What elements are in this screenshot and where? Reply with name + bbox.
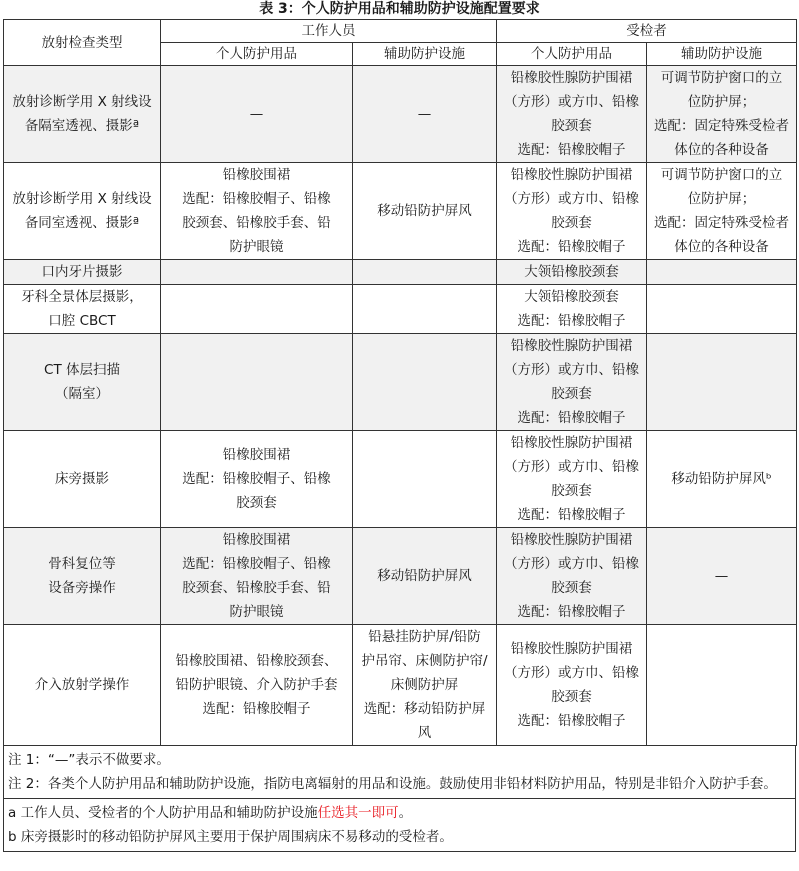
cell-line: 胶颈套 [551,386,592,402]
cell-exam-type [4,66,161,163]
cell-line: （方形）或方巾、铅橡 [504,665,639,681]
table-row [4,431,797,528]
cell-line: 铅橡胶围裙、铅橡胶颈套、 [175,653,338,669]
cell-line: 位防护屏； [687,191,756,207]
header-patient-ppe: 个人防护用品 [497,43,647,66]
cell-patient-ppe [497,528,647,625]
cell-exam-type [4,625,161,746]
cell-staff-ppe [161,528,353,625]
cell-patient-ppe [497,431,647,528]
cell-line: 胶颈套 [551,118,592,134]
table-caption: 表 3：个人防护用品和辅助防护设施配置要求 [259,1,540,17]
cell-exam-type [4,528,161,625]
note-1: 注 1：“—”表示不做要求。 [8,752,170,768]
cell-line: 铅橡胶性腺防护围裙 [510,338,633,354]
cell-staff-aux [353,66,497,163]
notes-row [4,746,796,799]
cell-patient-aux [647,260,797,285]
table-row [4,528,797,625]
cell-patient-ppe [497,625,647,746]
table-row [4,334,797,431]
header-patient: 受检者 [497,20,797,43]
table-row [4,66,797,163]
cell-staff-aux [353,625,497,746]
cell-line: 选配：铅橡胶帽子 [517,604,626,620]
cell-line: 选配：铅橡胶帽子、铅橡 [182,556,331,572]
cell-line: 选配：铅橡胶帽子 [202,701,311,717]
cell-patient-ppe [497,334,647,431]
footnote-a [8,801,791,825]
cell-staff-ppe [161,260,353,285]
cell-line: 选配：铅橡胶帽子 [517,239,626,255]
cell-line: 胶颈套 [551,483,592,499]
cell-line: 移动铅防护屏风 [377,203,472,219]
cell-line: — [714,568,729,584]
cell-exam-type [4,285,161,334]
cell-line: 胶颈套 [551,689,592,705]
table-row [4,285,797,334]
header-staff: 工作人员 [161,20,497,43]
cell-line: 铅橡胶性腺防护围裙 [510,70,633,86]
cell-line: 选配：固定特殊受检者 [654,118,789,134]
cell-line: 防护眼镜 [229,239,284,255]
cell-line: 防护眼镜 [229,604,284,620]
cell-staff-ppe [161,334,353,431]
cell-line: 选配：铅橡胶帽子 [517,410,626,426]
cell-line: 护吊帘、床侧防护帘/ [361,653,488,669]
cell-patient-aux [647,431,797,528]
cell-line: CT 体层扫描 [44,362,120,378]
header-staff-ppe: 个人防护用品 [161,43,353,66]
note-2: 注 2：各类个人防护用品和辅助防护设施，指防电离辐射的用品和设施。鼓励使用非铅材料防护用品，特别是非铅介入防护手套。 [8,776,777,792]
cell-line: 胶颈套 [551,580,592,596]
cell-line: 放射诊断学用 X 射线设 [12,191,152,207]
cell-line: 选配：固定特殊受检者 [654,215,789,231]
cell-line: 铅橡胶围裙 [222,167,291,183]
cell-exam-type [4,334,161,431]
cell-line: 可调节防护窗口的立 [660,70,783,86]
cell-line: 胶颈套 [551,215,592,231]
cell-line: 胶颈套 [236,495,277,511]
cell-line: 选配：铅橡胶帽子 [517,507,626,523]
cell-line: 位防护屏； [687,94,756,110]
cell-line: 放射诊断学用 X 射线设 [12,94,152,110]
table-row [4,260,797,285]
cell-line: 铅橡胶性腺防护围裙 [510,167,633,183]
cell-line: 铅橡胶性腺防护围裙 [510,435,633,451]
header-exam-type: 放射检查类型 [4,20,161,66]
cell-patient-ppe [497,163,647,260]
cell-patient-aux [647,334,797,431]
cell-patient-aux [647,285,797,334]
cell-line: 铅橡胶性腺防护围裙 [510,641,633,657]
cell-line: （方形）或方巾、铅橡 [504,191,639,207]
cell-line: 风 [417,725,432,741]
header-staff-aux: 辅助防护设施 [353,43,497,66]
cell-patient-aux [647,163,797,260]
cell-line: 床侧防护屏 [390,677,459,693]
header-row-1 [4,20,797,43]
cell-line: （方形）或方巾、铅橡 [504,94,639,110]
cell-line: 胶颈套、铅橡胶手套、铅 [182,580,331,596]
protection-table [3,19,797,746]
cell-staff-aux [353,260,497,285]
cell-staff-aux [353,431,497,528]
cell-line: — [417,106,432,122]
cell-line: 移动铅防护屏风 [377,568,472,584]
cell-line: 移动铅防护屏风ᵇ [671,471,772,487]
cell-patient-ppe [497,285,647,334]
cell-patient-aux [647,625,797,746]
cell-line: （方形）或方巾、铅橡 [504,362,639,378]
table-row [4,163,797,260]
cell-line: 骨科复位等 [48,556,116,572]
notes-table [3,746,796,852]
cell-staff-aux [353,285,497,334]
notes-cell [4,746,796,799]
cell-staff-ppe [161,431,353,528]
cell-line: 床旁摄影 [55,471,109,487]
cell-line: 体位的各种设备 [674,239,769,255]
cell-patient-ppe [497,260,647,285]
cell-line: 设备旁操作 [48,580,116,596]
cell-staff-ppe [161,625,353,746]
cell-staff-ppe [161,163,353,260]
cell-line: 铅防护眼镜、介入防护手套 [175,677,338,693]
cell-line: 大领铅橡胶颈套 [524,264,619,280]
cell-line: 铅橡胶性腺防护围裙 [510,532,633,548]
cell-line: 铅悬挂防护屏/铅防 [368,629,481,645]
cell-line: 介入放射学操作 [34,677,130,693]
footnotes-row [4,799,796,852]
cell-line: 口腔 CBCT [48,313,116,329]
cell-line: 选配：移动铅防护屏 [363,701,486,717]
table-row [4,625,797,746]
footnote-a-prefix: a 工作人员、受检者的个人防护用品和辅助防护设施 [8,805,318,821]
cell-staff-aux [353,334,497,431]
cell-line: 可调节防护窗口的立 [660,167,783,183]
cell-line: （方形）或方巾、铅橡 [504,556,639,572]
cell-line: 选配：铅橡胶帽子 [517,313,626,329]
cell-staff-aux [353,163,497,260]
cell-line: 大领铅橡胶颈套 [524,289,619,305]
cell-line: 备同室透视、摄影ª [24,215,140,231]
cell-line: （隔室） [55,386,109,402]
cell-line: 胶颈套、铅橡胶手套、铅 [182,215,331,231]
cell-patient-aux [647,66,797,163]
cell-staff-aux [353,528,497,625]
cell-patient-ppe [497,66,647,163]
footnote-a-highlight: 任选其一即可 [317,805,399,821]
cell-staff-ppe [161,66,353,163]
cell-line: 牙科全景体层摄影， [21,289,143,305]
cell-patient-aux [647,528,797,625]
cell-line: （方形）或方巾、铅橡 [504,459,639,475]
cell-exam-type [4,260,161,285]
cell-staff-ppe [161,285,353,334]
footnotes-cell [4,799,796,852]
cell-line: 选配：铅橡胶帽子、铅橡 [182,191,331,207]
cell-exam-type [4,431,161,528]
cell-line: 选配：铅橡胶帽子 [517,713,626,729]
cell-line: 选配：铅橡胶帽子、铅橡 [182,471,331,487]
cell-line: 铅橡胶围裙 [222,447,291,463]
cell-line: 铅橡胶围裙 [222,532,291,548]
cell-line: 体位的各种设备 [674,142,769,158]
footnote-a-suffix: 。 [398,805,413,821]
cell-line: 备隔室透视、摄影ª [24,118,140,134]
cell-line: 选配：铅橡胶帽子 [517,142,626,158]
header-patient-aux: 辅助防护设施 [647,43,797,66]
footnote-b: b 床旁摄影时的移动铅防护屏风主要用于保护周围病床不易移动的受检者。 [8,829,453,845]
cell-line: 口内牙片摄影 [41,264,123,280]
cell-exam-type [4,163,161,260]
cell-line: — [249,106,264,122]
